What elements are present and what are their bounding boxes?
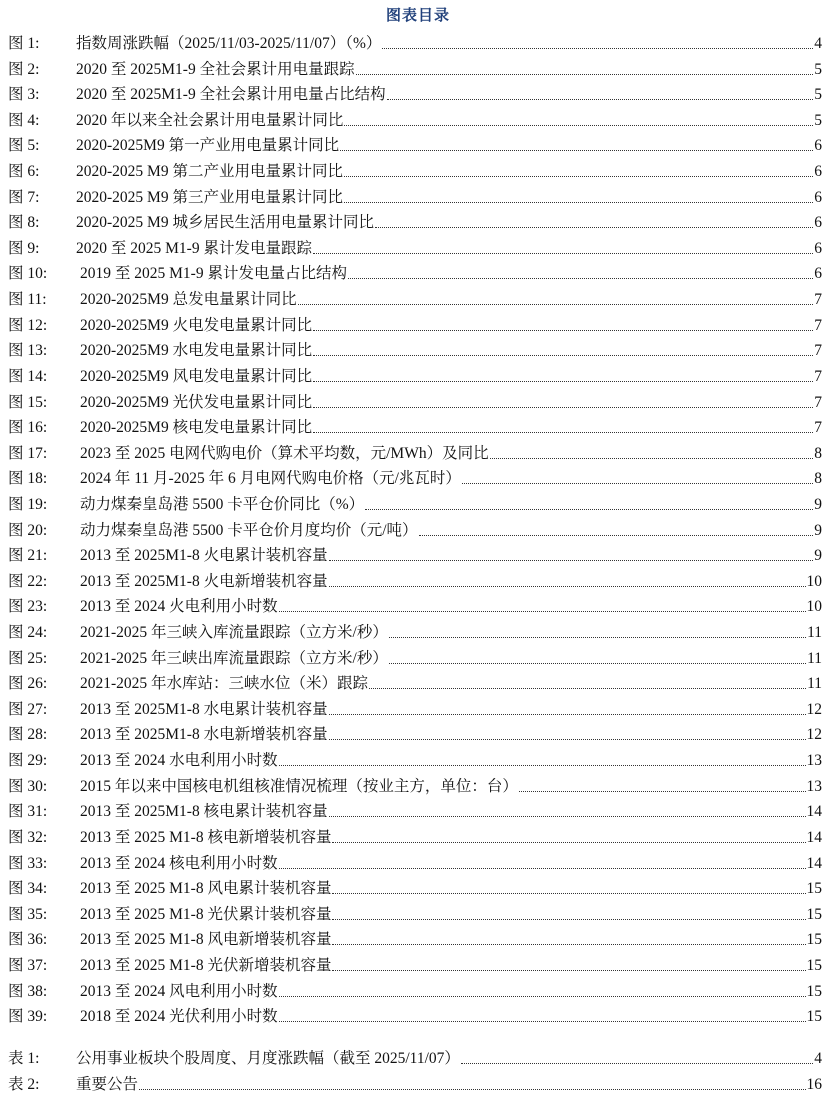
figure-entry-page-number[interactable]: 5 [814,111,822,129]
figure-entry-label: 图 5: [8,137,40,155]
figure-entry-title[interactable]: 2020-2025M9 第一产业用电量累计同比 [76,137,340,155]
figure-entry-page-number[interactable]: 7 [814,367,822,385]
figure-entry-label: 图 8: [8,214,40,232]
figure-entry-title[interactable]: 2020-2025M9 风电发电量累计同比 [80,367,313,385]
figure-entry-label: 图 17: [8,444,48,462]
figure-entry-title[interactable]: 2021-2025 年三峡入库流量跟踪（立方米/秒） [80,624,388,642]
figure-entry-title[interactable]: 2020 年以来全社会累计用电量累计同比 [76,111,344,129]
figure-entry-title[interactable]: 动力煤秦皇岛港 5500 卡平仓价同比（%） [80,495,365,513]
dot-leader [387,82,814,100]
figure-entry-title[interactable]: 2013 至 2025 M1-8 风电新增装机容量 [80,931,332,949]
figure-entry-title[interactable]: 2013 至 2025 M1-8 光伏新增装机容量 [80,956,332,974]
dot-leader [519,774,806,792]
figure-entry-label: 图 22: [8,572,48,590]
figure-entry[interactable] [0,313,836,339]
figure-entry[interactable] [0,825,836,851]
dot-leader [332,953,805,971]
dot-leader [329,569,806,587]
figure-entry[interactable] [0,799,836,825]
figure-entry-title[interactable]: 2013 至 2025M1-8 火电累计装机容量 [80,547,328,565]
figure-entry[interactable] [0,620,836,646]
figure-entry-page-number[interactable]: 9 [814,547,822,565]
figure-entry-label: 图 33: [8,854,48,872]
dot-leader [298,287,814,305]
figure-entry-title[interactable]: 2020-2025M9 总发电量累计同比 [80,291,297,309]
figure-entry[interactable] [0,57,836,83]
figure-entry-title[interactable]: 2024 年 11 月-2025 年 6 月电网代购电价格（元/兆瓦时） [80,470,461,488]
figure-entry-page-number[interactable]: 6 [814,188,822,206]
figure-entry[interactable] [0,646,836,672]
figure-entry-page-number[interactable]: 8 [814,470,822,488]
dot-leader [332,902,805,920]
figure-entry-label: 图 37: [8,956,48,974]
figure-entry-page-number[interactable]: 9 [814,521,822,539]
figure-entry[interactable] [0,671,836,697]
figure-entry-page-number[interactable]: 7 [814,419,822,437]
figure-entry-page-number[interactable]: 15 [806,982,822,1000]
figure-entry-title[interactable]: 2013 至 2025M1-8 火电新增装机容量 [80,572,328,590]
figure-entry-page-number[interactable]: 7 [814,393,822,411]
figure-entry-label: 图 15: [8,393,48,411]
figure-entry-label: 图 13: [8,342,48,360]
figure-entry-page-number[interactable]: 15 [806,1008,822,1026]
figure-entry[interactable] [0,338,836,364]
figure-entry-page-number[interactable]: 4 [814,35,822,52]
figure-entry[interactable] [0,748,836,774]
figure-entry-label: 图 27: [8,700,48,718]
figure-entry[interactable] [0,415,836,441]
dot-leader [332,876,805,894]
figure-list [0,31,836,1030]
figure-entry-label: 图 20: [8,521,48,539]
figure-entry-page-number[interactable]: 7 [814,291,822,309]
dot-leader [279,1004,806,1022]
figure-entry-page-number[interactable]: 6 [814,265,822,283]
figure-entry-page-number[interactable]: 14 [806,854,822,872]
dot-leader [462,466,813,484]
figure-entry-label: 图 12: [8,316,48,334]
dot-leader [490,441,814,459]
figure-entry-page-number[interactable]: 7 [814,316,822,334]
table-entry[interactable] [0,1072,836,1098]
figure-entry-page-number[interactable]: 15 [806,905,822,923]
figure-entry[interactable] [0,492,836,518]
figure-entry-title[interactable]: 2018 至 2024 光伏利用小时数 [80,1008,278,1026]
table-entry-title[interactable]: 重要公告 [76,1075,139,1093]
toc-title: 图表目录 [385,8,450,24]
figure-entry-page-number[interactable]: 11 [807,649,822,667]
figure-entry[interactable] [0,851,836,877]
figure-entry[interactable] [0,364,836,390]
figure-entry-title[interactable]: 2020 至 2025M1-9 全社会累计用电量占比结构 [76,86,386,104]
figure-entry[interactable] [0,543,836,569]
figure-entry-title[interactable]: 2015 年以来中国核电机组核准情况梳理（按业主方，单位：台） [80,777,518,795]
dot-leader [329,697,806,715]
dot-leader [329,799,806,817]
dot-leader [332,927,805,945]
figure-entry-title[interactable]: 2013 至 2024 核电利用小时数 [80,854,278,872]
figure-entry-page-number[interactable]: 10 [806,572,822,590]
figure-entry[interactable] [0,441,836,467]
figure-entry-label: 图 16: [8,419,48,437]
figure-entry-page-number[interactable]: 11 [807,624,822,642]
figure-entry-page-number[interactable]: 14 [806,803,822,821]
figure-entry-title[interactable]: 2013 至 2025 M1-8 核电新增装机容量 [80,828,332,846]
figure-entry[interactable] [0,1004,836,1030]
figure-entry[interactable] [0,210,836,236]
dot-leader [313,313,813,331]
dot-leader [279,594,806,612]
dot-leader [279,851,806,869]
figure-entry[interactable] [0,159,836,185]
figure-entry[interactable] [0,185,836,211]
figure-entry-title[interactable]: 2013 至 2025M1-8 水电累计装机容量 [80,700,328,718]
figure-entry-page-number[interactable]: 15 [806,931,822,949]
figure-entry[interactable] [0,774,836,800]
figure-entry-page-number[interactable]: 5 [814,86,822,104]
figure-entry-label: 图 32: [8,828,48,846]
figure-entry-page-number[interactable]: 5 [814,60,822,78]
figure-entry-title[interactable]: 2013 至 2025 M1-8 风电累计装机容量 [80,880,332,898]
figure-entry-label: 图 11: [8,291,47,309]
figure-entry-label: 图 19: [8,495,48,513]
figure-entry-title[interactable]: 2013 至 2025 M1-8 光伏累计装机容量 [80,905,332,923]
dot-leader [329,543,814,561]
dot-leader [313,415,813,433]
figure-entry-title[interactable]: 2021-2025 年三峡出库流量跟踪（立方米/秒） [80,649,388,667]
figure-entry-label: 图 26: [8,675,48,693]
figure-entry-page-number[interactable]: 7 [814,342,822,360]
dot-leader [329,722,806,740]
figure-entry-page-number[interactable]: 15 [806,956,822,974]
figure-entry-label: 图 34: [8,880,48,898]
figure-entry-label: 图 36: [8,931,48,949]
figure-entry-title[interactable]: 2013 至 2025M1-8 核电累计装机容量 [80,803,328,821]
dot-leader [389,646,806,664]
figure-entry-title[interactable]: 动力煤秦皇岛港 5500 卡平仓价月度均价（元/吨） [80,521,418,539]
figure-entry-label: 图 25: [8,649,48,667]
figure-entry-title[interactable]: 2020-2025 M9 第二产业用电量累计同比 [76,163,343,181]
dot-leader [348,261,813,279]
figure-entry-label: 图 24: [8,624,48,642]
figure-entry[interactable] [0,82,836,108]
figure-entry-page-number[interactable]: 13 [806,777,822,795]
figure-entry[interactable] [0,31,836,57]
figure-entry-title[interactable]: 2020-2025 M9 第三产业用电量累计同比 [76,188,343,206]
figure-entry-page-number[interactable]: 8 [814,444,822,462]
dot-leader [313,364,813,382]
figure-entry-label: 图 21: [8,547,48,565]
figure-entry-label: 图 2: [8,60,40,78]
figure-entry[interactable] [0,518,836,544]
dot-leader [419,518,814,536]
figure-entry-page-number[interactable]: 10 [806,598,822,616]
figure-entry-label: 图 1: [8,35,40,52]
figure-entry-label: 图 38: [8,982,48,1000]
table-list [0,1046,836,1097]
dot-leader [139,1072,805,1090]
figure-entry-label: 图 35: [8,905,48,923]
dot-leader [389,620,806,638]
figure-entry-label: 图 4: [8,111,40,129]
figure-entry-title[interactable]: 2020 至 2025 M1-9 累计发电量跟踪 [76,239,312,257]
table-entry-page-number[interactable]: 16 [806,1075,822,1093]
figure-entry[interactable] [0,108,836,134]
figure-entry[interactable] [0,133,836,159]
figure-entry-page-number[interactable]: 9 [814,495,822,513]
figure-entry[interactable] [0,697,836,723]
dot-leader [356,57,814,75]
figure-entry-title[interactable]: 2020 至 2025M1-9 全社会累计用电量跟踪 [76,60,355,78]
figure-entry[interactable] [0,902,836,928]
dot-leader [344,108,813,126]
figure-entry-label: 图 39: [8,1008,48,1026]
figure-entry-title[interactable]: 2020-2025M9 水电发电量累计同比 [80,342,313,360]
dot-leader [332,825,805,843]
table-entry-label: 表 1: [8,1050,40,1067]
figure-entry-page-number[interactable]: 6 [814,137,822,155]
figure-entry[interactable] [0,236,836,262]
figure-entry-page-number[interactable]: 6 [814,239,822,257]
dot-leader [313,236,813,254]
dot-leader [344,185,813,203]
figure-entry-title[interactable]: 2019 至 2025 M1-9 累计发电量占比结构 [80,265,347,283]
dot-leader [375,210,813,228]
figure-entry-title[interactable]: 2020-2025M9 光伏发电量累计同比 [80,393,313,411]
table-entry[interactable] [0,1046,836,1072]
figure-entry[interactable] [0,390,836,416]
figure-entry-title[interactable]: 2013 至 2025M1-8 水电新增装机容量 [80,726,328,744]
figure-entry[interactable] [0,287,836,313]
dot-leader [279,979,806,997]
figure-entry-label: 图 23: [8,598,48,616]
figure-entry-title[interactable]: 2013 至 2024 水电利用小时数 [80,752,278,770]
figure-entry-title[interactable]: 2020-2025 M9 城乡居民生活用电量累计同比 [76,214,374,232]
figure-entry-label: 图 10: [8,265,48,283]
figure-entry-page-number[interactable]: 12 [806,726,822,744]
figure-entry[interactable] [0,953,836,979]
figure-entry-title[interactable]: 指数周涨跌幅（2025/11/03-2025/11/07）（%） [76,35,382,52]
figure-entry-label: 图 31: [8,803,48,821]
dot-leader [340,133,813,151]
figure-entry-page-number[interactable]: 12 [806,700,822,718]
table-entry-label: 表 2: [8,1075,40,1093]
figure-entry-page-number[interactable]: 11 [807,675,822,693]
dot-leader [369,671,806,689]
figure-entry[interactable] [0,979,836,1005]
dot-leader [344,159,813,177]
figure-entry-label: 图 3: [8,86,40,104]
figure-entry-label: 图 7: [8,188,40,206]
dot-leader [382,31,813,49]
table-entry-title[interactable]: 公用事业板块个股周度、月度涨跌幅（截至 2025/11/07） [76,1050,460,1067]
figure-entry-label: 图 14: [8,367,48,385]
dot-leader [279,748,806,766]
figure-entry-label: 图 29: [8,752,48,770]
figure-entry[interactable] [0,569,836,595]
figure-entry-page-number[interactable]: 6 [814,214,822,232]
figure-entry-page-number[interactable]: 15 [806,880,822,898]
figure-entry-label: 图 18: [8,470,48,488]
figure-entry-title[interactable]: 2021-2025 年水库站：三峡水位（米）跟踪 [80,675,369,693]
figure-entry-title[interactable]: 2013 至 2024 火电利用小时数 [80,598,278,616]
figure-entry[interactable] [0,876,836,902]
dot-leader [313,338,813,356]
figure-entry-page-number[interactable]: 14 [806,828,822,846]
figure-entry-page-number[interactable]: 6 [814,163,822,181]
figure-entry-page-number[interactable]: 13 [806,752,822,770]
dot-leader [365,492,813,510]
figure-entry-title[interactable]: 2023 至 2025 电网代购电价（算术平均数，元/MWh）及同比 [80,444,489,462]
figure-entry-label: 图 30: [8,777,48,795]
figure-entry-title[interactable]: 2013 至 2024 风电利用小时数 [80,982,278,1000]
figure-entry[interactable] [0,722,836,748]
dot-leader [461,1046,813,1064]
figure-entry[interactable] [0,261,836,287]
dot-leader [313,390,813,408]
figure-entry[interactable] [0,927,836,953]
figure-entry-title[interactable]: 2020-2025M9 火电发电量累计同比 [80,316,313,334]
figure-entry[interactable] [0,466,836,492]
figure-entry-title[interactable]: 2020-2025M9 核电发电量累计同比 [80,419,313,437]
figure-entry-label: 图 6: [8,163,40,181]
figure-entry[interactable] [0,594,836,620]
table-entry-page-number[interactable]: 4 [814,1050,822,1067]
figure-entry-label: 图 28: [8,726,48,744]
figure-entry-label: 图 9: [8,239,40,257]
